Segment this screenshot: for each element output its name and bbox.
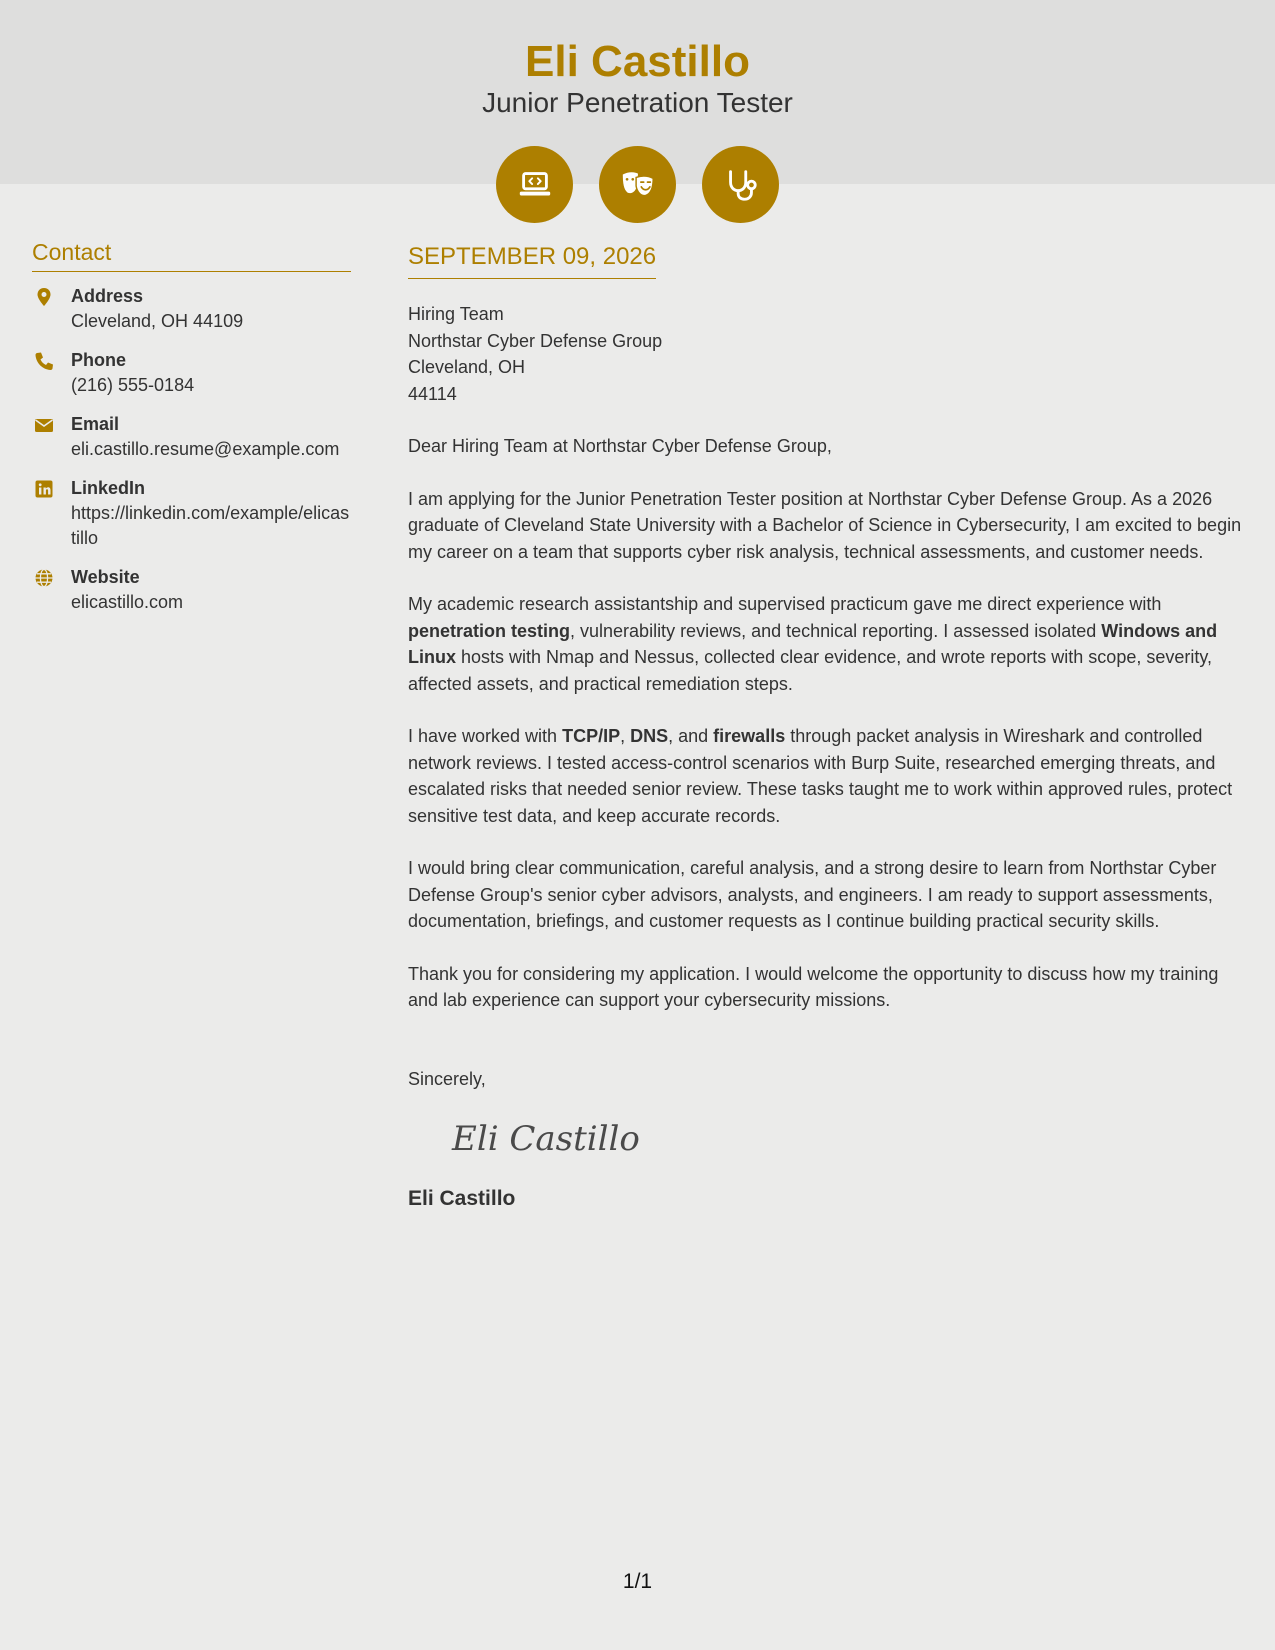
greeting: Dear Hiring Team at Northstar Cyber Defense Group,: [408, 436, 832, 456]
website-value[interactable]: elicastillo.com: [71, 592, 184, 612]
recipient-line: Cleveland, OH: [408, 357, 526, 377]
paragraph: [408, 486, 1253, 566]
emphasis-text: DNS: [630, 726, 669, 746]
recipient-line: 44114: [408, 383, 457, 404]
emphasis-text: Windows and Linux: [408, 620, 1218, 667]
paragraph: [408, 723, 1253, 829]
job-title: Junior Penetration Tester: [482, 87, 793, 118]
paragraph-text: I am applying for the Junior Penetration Tester position at Northstar Cyber Defense Group. As a 2026 graduate of Cleveland State University with a Bachelor of Science in Cybersecurity, I am excited to begin my career on a team that supports cyber risk analysis, technical assessments, and customer needs.: [408, 488, 1242, 562]
contact-sidebar: [32, 238, 351, 629]
header-icons: [0, 146, 1275, 223]
email-value[interactable]: eli.castillo.resume@example.com: [71, 439, 340, 459]
paragraph-text: hosts with Nmap and Nessus, collected clear evidence, and wrote reports with scope, severity, affected assets, and practical remediation steps.: [408, 647, 1213, 694]
signer-name: Eli Castillo: [408, 1187, 516, 1210]
envelope-icon: [34, 415, 54, 435]
contact-linkedin: [32, 476, 351, 551]
candidate-name: Eli Castillo: [525, 37, 750, 86]
emphasis-text: TCP/IP: [562, 726, 621, 746]
address-value: Cleveland, OH 44109: [71, 311, 244, 331]
contact-phone: [32, 348, 351, 398]
contact-address: [32, 284, 351, 334]
paragraph-text: Thank you for considering my application. I would welcome the opportunity to discuss how my training and lab experience can support your cybersecurity missions.: [408, 963, 1219, 1010]
emphasis-text: firewalls: [713, 726, 786, 746]
address-label: Address: [71, 286, 144, 306]
contact-email: [32, 412, 351, 462]
closing: Sincerely,: [408, 1068, 486, 1089]
paragraph-text: I have worked with: [408, 726, 563, 746]
paragraph: [408, 591, 1253, 697]
linkedin-value[interactable]: https://linkedin.com/example/elicastillo: [71, 503, 350, 548]
contact-list: [32, 284, 351, 615]
paragraph-text: , and: [668, 726, 714, 746]
email-label: Email: [71, 414, 120, 434]
phone-value: (216) 555-0184: [71, 375, 195, 395]
emphasis-text: penetration testing: [408, 620, 571, 641]
recipient-line: Hiring Team: [408, 304, 504, 324]
map-pin-icon: [34, 287, 54, 307]
linkedin-icon: [34, 479, 54, 499]
laptop-code-icon: [496, 146, 573, 223]
paragraph-text: I would bring clear communication, careful analysis, and a strong desire to learn from Northstar Cyber Defense Group's senior cyber advisors, analysts, and engineers. I am ready to support assessments, documentation, briefings, and customer requests as I continue building practical security skills.: [408, 858, 1217, 931]
phone-label: Phone: [71, 350, 127, 370]
website-label: Website: [71, 567, 140, 587]
paragraph: [408, 961, 1253, 1014]
recipient-line: Northstar Cyber Defense Group: [408, 330, 663, 351]
paragraph-text: through packet analysis in Wireshark and controlled network reviews. I tested access-control scenarios with Burp Suite, researched emerging threats, and escalated risks that needed senior review. These tasks taught me to work within approved rules, protect sensitive test data, and keep accurate records.: [408, 726, 1233, 826]
recipient-block: [408, 301, 1253, 407]
signature: [450, 1114, 650, 1164]
contact-website: [32, 565, 351, 615]
globe-icon: [34, 568, 54, 588]
paragraph-text: ,: [620, 726, 631, 746]
contact-heading: Contact: [32, 238, 351, 272]
paragraph-text: My academic research assistantship and supervised practicum gave me direct experience with: [408, 594, 1162, 614]
letter-body: [408, 242, 1253, 1211]
linkedin-label: LinkedIn: [71, 478, 146, 498]
page-number: 1/1: [622, 1570, 653, 1593]
phone-icon: [34, 351, 54, 371]
signature-text: Eli Castillo: [452, 1119, 640, 1159]
paragraph-text: , vulnerability reviews, and technical reporting. I assessed isolated: [570, 620, 1102, 641]
stethoscope-icon: [702, 146, 779, 223]
theater-masks-icon: [599, 146, 676, 223]
paragraph: [408, 855, 1253, 935]
letter-date: SEPTEMBER 09, 2026: [408, 242, 656, 279]
